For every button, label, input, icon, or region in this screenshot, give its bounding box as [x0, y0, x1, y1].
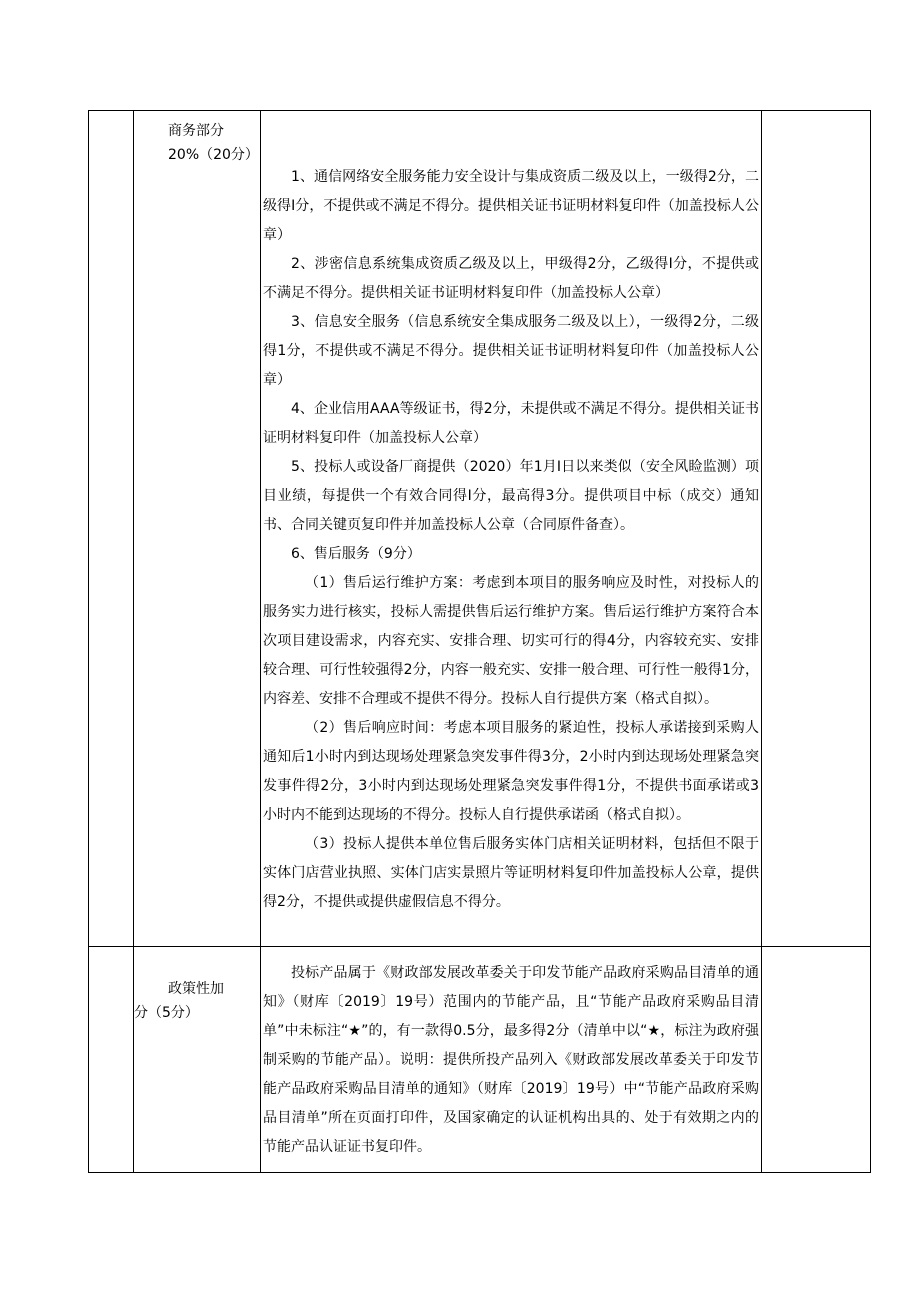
table-cell-index [89, 947, 134, 1173]
category-title: 商务部分 [168, 123, 224, 139]
category-weight: 分（5分） [134, 1005, 199, 1021]
table-cell-score [762, 947, 871, 1173]
criteria-cell [261, 947, 762, 1173]
category-cell [134, 111, 261, 947]
criteria-subparagraph: （3）投标人提供本单位售后服务实体门店相关证明材料，包括但不限于实体门店营业执照、实体门店实景照片等证明材料复印件加盖投标人公章，提供得2分，不提供或提供虚假信息不得分。 [263, 836, 759, 910]
criteria-paragraph: 2、涉密信息系统集成资质乙级及以上，甲级得2分，乙级得I分，不提供或不满足不得分。提供相关证书证明材料复印件（加盖投标人公章） [263, 256, 759, 301]
criteria-paragraph: 6、售后服务（9分） [291, 546, 421, 562]
table-cell-score [762, 111, 871, 947]
criteria-paragraph: 投标产品属于《财政部发展改革委关于印发节能产品政府采购品目清单的通知》（财库〔2019〕19号）范围内的节能产品，且“节能产品政府采购品目清单”中未标注“★”的，有一款得0.5分，最多得2分（清单中以“★，标注为政府强制采购的节能产品）。说明：提供所投产品列入《财政部发展改革委关于印发节能产品政府采购品目清单的通知》（财库〔2019〕19号）中“节能产品政府采购品目清单”所在页面打印件，及国家确定的认证机构出具的、处于有效期之内的节能产品认证证书复印件。 [263, 965, 759, 1155]
criteria-subparagraph: （1）售后运行维护方案：考虑到本项目的服务响应及时性，对投标人的服务实力进行核实，投标人需提供售后运行维护方案。售后运行维护方案符合本次项目建设需求，内容充实、安排合理、切实可行的得4分，内容较充实、安排较合理、可行性较强得2分，内容一般充实、安排一般合理、可行性一般得1分，内容差、安排不合理或不提供不得分。投标人自行提供方案（格式自拟）。 [263, 575, 759, 707]
criteria-cell [261, 111, 762, 947]
criteria-paragraph: 1、通信网络安全服务能力安全设计与集成资质二级及以上，一级得2分，二级得I分，不提供或不满足不得分。提供相关证书证明材料复印件（加盖投标人公章） [263, 169, 759, 243]
table-row [89, 111, 871, 947]
criteria-paragraph: 5、投标人或设备厂商提供（2020）年1月I日以来类似（安全风睑监测）项目业绩，每提供一个有效合同得I分，最高得3分。提供项目中标（成交）通知书、合同关键页复印件并加盖投标人公章（合同原件备查）。 [263, 459, 759, 533]
scoring-table [88, 110, 871, 1173]
criteria-subparagraph: （2）售后响应时间：考虑本项目服务的紧迫性，投标人承诺接到采购人通知后1小时内到达现场处理紧急突发事件得3分，2小时内到达现场处理紧急突发事件得2分，3小时内到达现场处理紧急突发事件得1分，不提供书面承诺或3小时内不能到达现场的不得分。投标人自行提供承诺函（格式自拟）。 [263, 720, 759, 823]
category-weight: 20%（20分） [168, 147, 259, 163]
criteria-paragraph: 4、企业信用AAA等级证书，得2分，未提供或不满足不得分。提供相关证书证明材料复印件（加盖投标人公章） [263, 401, 759, 446]
table-row [89, 947, 871, 1173]
category-cell [134, 947, 261, 1173]
category-title: 政策性加 [168, 981, 224, 997]
criteria-paragraph: 3、信息安全服务（信息系统安全集成服务二级及以上），一级得2分，二级得1分，不提供或不满足不得分。提供相关证书证明材料复印件（加盖投标人公章） [263, 314, 759, 388]
table-cell-index [89, 111, 134, 947]
